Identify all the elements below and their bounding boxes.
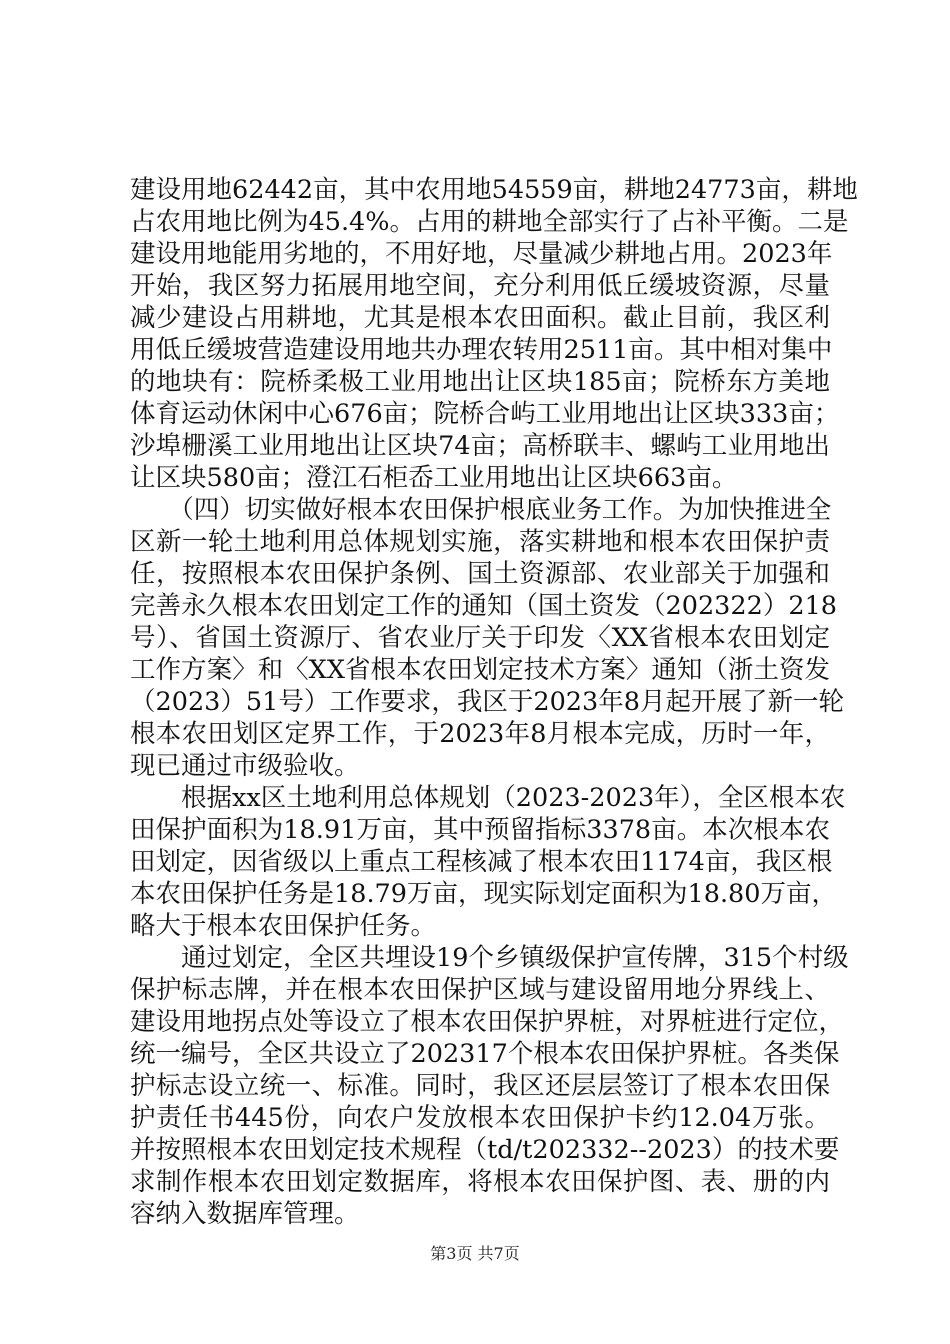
text-line: 占农用地比例为45.4%。占用的耕地全部实行了占补平衡。二是 xyxy=(130,207,849,237)
text-line: 的地块有：院桥柔极工业用地出让区块185亩；院桥东方美地 xyxy=(130,367,830,397)
text-line: 求制作根本农田划定数据库，将根本农田保护图、表、册的内 xyxy=(130,1167,830,1197)
paragraph-first-line: （四）切实做好根本农田保护根底业务工作。为加快推进全 xyxy=(130,495,832,525)
text-line: 体育运动休闲中心676亩；院桥合屿工业用地出让区块333亩； xyxy=(130,399,840,429)
text-line: 区新一轮土地利用总体规划实施，落实耕地和根本农田保护责 xyxy=(130,527,830,557)
paragraph-end-line: 现已通过市级验收。 xyxy=(130,751,360,781)
text-line: 减少建设占用耕地，尤其是根本农田面积。截止目前，我区利 xyxy=(130,303,830,333)
text-line: 护标志设立统一、标准。同时，我区还层层签订了根本农田保 xyxy=(130,1071,830,1101)
document-body xyxy=(130,174,858,1230)
text-line: 并按照根本农田划定技术规程（td/t202332--2023）的技术要 xyxy=(130,1135,840,1165)
text-line: 护责任书445份，向农户发放根本农田保护卡约12.04万张。 xyxy=(130,1103,830,1133)
text-line: 田保护面积为18.91万亩，其中预留指标3378亩。本次根本农 xyxy=(130,815,830,845)
page-number-footer: 第3页 共7页 xyxy=(430,1244,520,1263)
paragraph-first-line: 根据xx区土地利用总体规划（2023-2023年），全区根本农 xyxy=(130,783,846,813)
text-line: 保护标志牌，并在根本农田保护区域与建设留用地分界线上、 xyxy=(130,975,830,1005)
text-line: 工作方案〉和〈XX省根本农田划定技术方案〉通知（浙土资发 xyxy=(130,655,830,685)
text-line: 建设用地62442亩，其中农用地54559亩，耕地24773亩，耕地 xyxy=(130,175,858,205)
text-line: 建设用地能用劣地的，不用好地，尽量减少耕地占用。2023年 xyxy=(130,239,833,269)
paragraph-end-line: 略大于根本农田保护任务。 xyxy=(130,911,437,941)
text-line: 根本农田划区定界工作，于2023年8月根本完成，历时一年， xyxy=(130,719,830,749)
paragraph-end-line: 让区块580亩；澄江石柜岙工业用地出让区块663亩。 xyxy=(130,463,738,493)
text-line: 统一编号，全区共设立了202317个根本农田保护界桩。各类保 xyxy=(130,1039,840,1069)
text-line: 建设用地拐点处等设立了根本农田保护界桩，对界桩进行定位， xyxy=(130,1007,845,1037)
paragraph-first-line: 通过划定，全区共埋设19个乡镇级保护宣传牌，315个村级 xyxy=(130,943,849,973)
text-line: 沙埠栅溪工业用地出让区块74亩；高桥联丰、螺屿工业用地出 xyxy=(130,431,830,461)
text-line: 田划定，因省级以上重点工程核减了根本农田1174亩，我区根 xyxy=(130,847,833,877)
paragraph-end-line: 容纳入数据库管理。 xyxy=(130,1199,360,1229)
text-line: 用低丘缓坡营造建设用地共办理农转用2511亩。其中相对集中 xyxy=(130,335,833,365)
text-line: 本农田保护任务是18.79万亩，现实际划定面积为18.80万亩， xyxy=(130,879,838,909)
text-line: 开始，我区努力拓展用地空间，充分利用低丘缓坡资源，尽量 xyxy=(130,271,830,301)
text-line: 号）、省国土资源厅、省农业厅关于印发〈XX省根本农田划定 xyxy=(130,623,830,653)
text-line: 任，按照根本农田保护条例、国土资源部、农业部关于加强和 xyxy=(130,559,830,589)
text-line: 完善永久根本农田划定工作的通知（国土资发（202322）218 xyxy=(130,591,838,621)
text-line: （2023）51号）工作要求，我区于2023年8月起开展了新一轮 xyxy=(130,687,844,717)
